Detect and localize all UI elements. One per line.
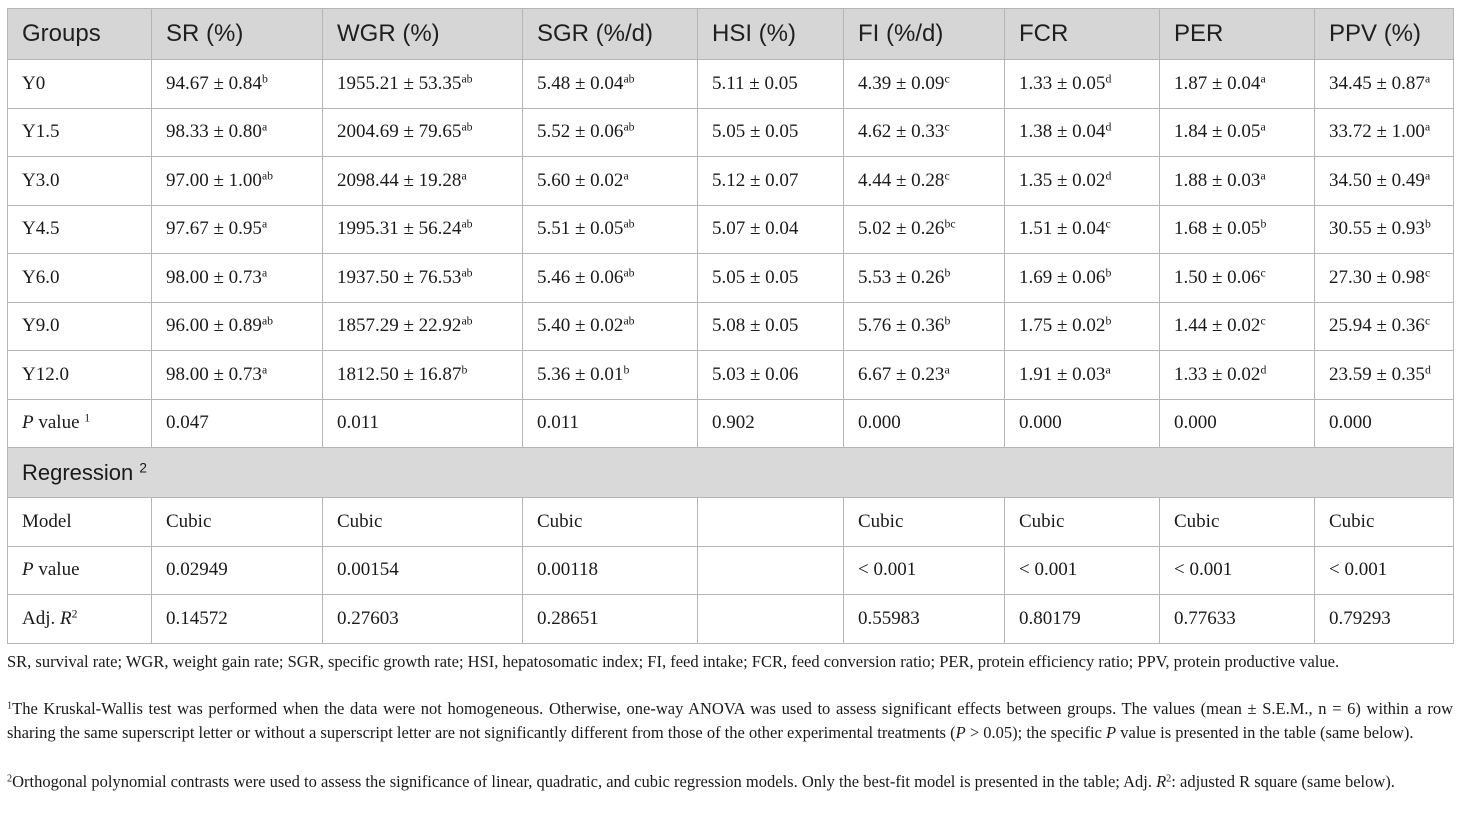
adj-r2-cell: 0.80179 <box>1005 595 1160 644</box>
significance-letter: a <box>1105 363 1111 377</box>
table-cell <box>323 302 523 351</box>
significance-letter: c <box>1105 217 1111 231</box>
model-row <box>8 498 1454 547</box>
table-cell <box>1160 60 1315 109</box>
table-cell <box>844 351 1005 400</box>
cell-value: 97.00 ± 1.00 <box>166 169 262 191</box>
header-groups: Groups <box>8 9 152 60</box>
cell-value: 1995.31 ± 56.24 <box>337 218 462 240</box>
p-value-label: P value $^1$ <box>8 399 152 448</box>
table-row <box>8 254 1454 303</box>
model-cell: Cubic <box>152 498 323 547</box>
cell-value: 5.36 ± 0.01 <box>537 363 624 385</box>
significance-letter: c <box>944 72 950 86</box>
adj-r2-row <box>8 595 1454 644</box>
table-cell <box>523 108 698 157</box>
regression-p-cell: 0.00118 <box>523 546 698 595</box>
table-cell <box>1315 108 1454 157</box>
table-cell <box>323 254 523 303</box>
group-label: Y12.0 <box>8 351 152 400</box>
p-value-cell: 0.000 <box>1315 399 1454 448</box>
table-cell <box>1005 60 1160 109</box>
significance-letter: c <box>944 169 950 183</box>
cell-value: 34.45 ± 0.87 <box>1329 72 1425 94</box>
cell-value: 1.35 ± 0.02 <box>1019 169 1106 191</box>
model-cell: Cubic <box>1315 498 1454 547</box>
table-row <box>8 108 1454 157</box>
p-value-cell: 0.902 <box>698 399 844 448</box>
significance-letter: b <box>1105 266 1112 280</box>
model-cell: Cubic <box>844 498 1005 547</box>
significance-letter: ab <box>623 314 635 328</box>
header-hsi: HSI (%) <box>698 9 844 60</box>
significance-letter: ab <box>623 217 635 231</box>
significance-letter: a <box>261 120 268 134</box>
significance-letter: d <box>1105 120 1112 134</box>
significance-letter: ab <box>461 72 473 86</box>
table-cell <box>1005 205 1160 254</box>
table-cell <box>1315 157 1454 206</box>
table-cell <box>1005 157 1160 206</box>
cell-value: 5.46 ± 0.06 <box>537 266 624 288</box>
significance-letter: a <box>623 169 629 183</box>
model-cell <box>698 498 844 547</box>
significance-letter: c <box>1424 266 1431 280</box>
group-label: Y4.5 <box>8 205 152 254</box>
table-cell <box>323 108 523 157</box>
cell-value: 1.33 ± 0.02 <box>1174 363 1261 385</box>
adj-r2-cell: 0.27603 <box>323 595 523 644</box>
significance-letter: ab <box>461 120 473 134</box>
table-cell <box>698 351 844 400</box>
regression-p-cell <box>698 546 844 595</box>
cell-value: 1955.21 ± 53.35 <box>337 72 462 94</box>
table-cell <box>698 60 844 109</box>
cell-value: 5.53 ± 0.26 <box>858 266 945 288</box>
cell-value: 5.76 ± 0.36 <box>858 315 945 337</box>
table-cell <box>523 302 698 351</box>
cell-value: 5.48 ± 0.04 <box>537 72 624 94</box>
cell-value: 5.05 ± 0.05 <box>712 266 799 288</box>
cell-value: 1.91 ± 0.03 <box>1019 363 1106 385</box>
cell-value: 1.84 ± 0.05 <box>1174 121 1261 143</box>
significance-letter: c <box>1260 314 1266 328</box>
p-value-row <box>8 399 1454 448</box>
adj-r2-cell: 0.14572 <box>152 595 323 644</box>
header-sr: SR (%) <box>152 9 323 60</box>
cell-value: 1.38 ± 0.04 <box>1019 121 1106 143</box>
regression-p-label: P value <box>8 546 152 595</box>
table-cell <box>1160 302 1315 351</box>
p-value-cell: 0.000 <box>1160 399 1315 448</box>
table-row <box>8 302 1454 351</box>
significance-letter: c <box>1424 314 1431 328</box>
cell-value: 1.44 ± 0.02 <box>1174 315 1261 337</box>
significance-letter: a <box>461 169 467 183</box>
table-cell <box>844 254 1005 303</box>
cell-value: 30.55 ± 0.93 <box>1329 218 1425 240</box>
cell-value: 5.60 ± 0.02 <box>537 169 624 191</box>
adj-r2-cell: 0.28651 <box>523 595 698 644</box>
significance-letter: a <box>1424 72 1431 86</box>
cell-value: 4.44 ± 0.28 <box>858 169 945 191</box>
adj-r2-cell: 0.79293 <box>1315 595 1454 644</box>
cell-value: 2004.69 ± 79.65 <box>337 121 462 143</box>
significance-letter: b <box>944 314 951 328</box>
group-label: Y0 <box>8 60 152 109</box>
cell-value: 5.03 ± 0.06 <box>712 363 799 385</box>
p-value-cell: 0.000 <box>844 399 1005 448</box>
significance-letter: b <box>1424 217 1431 231</box>
significance-letter: ab <box>623 120 635 134</box>
table-row <box>8 205 1454 254</box>
p-value-cell: 0.011 <box>523 399 698 448</box>
model-cell: Cubic <box>323 498 523 547</box>
cell-value: 5.12 ± 0.07 <box>712 169 799 191</box>
model-cell: Cubic <box>1005 498 1160 547</box>
significance-letter: a <box>261 266 268 280</box>
cell-value: 98.33 ± 0.80 <box>166 121 262 143</box>
cell-value: 5.52 ± 0.06 <box>537 121 624 143</box>
regression-p-cell: 0.02949 <box>152 546 323 595</box>
table-cell <box>523 157 698 206</box>
table-cell <box>1315 302 1454 351</box>
significance-letter: a <box>1424 120 1431 134</box>
model-label: Model <box>8 498 152 547</box>
significance-letter: b <box>1105 314 1112 328</box>
adj-r2-cell: 0.77633 <box>1160 595 1315 644</box>
table-row <box>8 157 1454 206</box>
significance-letter: a <box>261 363 268 377</box>
significance-letter: a <box>1424 169 1431 183</box>
significance-letter: ab <box>261 169 274 183</box>
significance-letter: ab <box>623 72 635 86</box>
table-cell <box>1315 205 1454 254</box>
header-ppv: PPV (%) <box>1315 9 1454 60</box>
table-row <box>8 60 1454 109</box>
regression-section-row <box>8 448 1454 498</box>
table-cell <box>1005 302 1160 351</box>
regression-p-cell: 0.00154 <box>323 546 523 595</box>
table-cell <box>1160 254 1315 303</box>
cell-value: 34.50 ± 0.49 <box>1329 169 1425 191</box>
significance-letter: a <box>1260 72 1266 86</box>
group-label: Y3.0 <box>8 157 152 206</box>
footnote-abbreviations: SR, survival rate; WGR, weight gain rate; SGR, specific growth rate; HSI, hepatosomatic index; FI, feed intake; FCR, feed conversion ratio; PER, protein efficiency ratio; PPV, protein productive value. <box>7 652 1340 671</box>
cell-value: 27.30 ± 0.98 <box>1329 266 1425 288</box>
significance-letter: b <box>944 266 951 280</box>
p-value-cell: 0.011 <box>323 399 523 448</box>
header-per: PER <box>1160 9 1315 60</box>
table-cell <box>1005 108 1160 157</box>
table-cell <box>523 205 698 254</box>
cell-value: 1.33 ± 0.05 <box>1019 72 1106 94</box>
table-cell <box>1160 157 1315 206</box>
cell-value: 5.08 ± 0.05 <box>712 315 799 337</box>
significance-letter: a <box>1260 120 1266 134</box>
model-cell: Cubic <box>523 498 698 547</box>
results-table-container <box>7 8 1453 644</box>
table-cell <box>323 351 523 400</box>
significance-letter: d <box>1424 363 1431 377</box>
group-rows <box>8 60 1454 400</box>
regression-p-cell: < 0.001 <box>1315 546 1454 595</box>
significance-letter: a <box>261 217 268 231</box>
group-label: Y6.0 <box>8 254 152 303</box>
growth-performance-table <box>7 8 1454 644</box>
cell-value: 1937.50 ± 76.53 <box>337 266 462 288</box>
significance-letter: ab <box>461 314 473 328</box>
cell-value: 2098.44 ± 19.28 <box>337 169 462 191</box>
regression-p-cell: < 0.001 <box>844 546 1005 595</box>
p-value-cell: 0.047 <box>152 399 323 448</box>
header-fcr: FCR <box>1005 9 1160 60</box>
footnote-2: $^2$Orthogonal polynomial contrasts were used to assess the significance of linear, quadratic, and cubic regression models. Only the best-fit model is presented in the table; Adj. $R^2$: adjusted R square (same below). <box>7 772 1395 791</box>
p-value-cell: 0.000 <box>1005 399 1160 448</box>
cell-value: 98.00 ± 0.73 <box>166 363 262 385</box>
significance-letter: b <box>461 363 468 377</box>
table-cell <box>152 351 323 400</box>
table-cell <box>1005 254 1160 303</box>
cell-value: 94.67 ± 0.84 <box>166 72 262 94</box>
table-cell <box>152 60 323 109</box>
table-header-row <box>8 9 1454 60</box>
cell-value: 1.87 ± 0.04 <box>1174 72 1261 94</box>
significance-letter: c <box>1260 266 1266 280</box>
significance-letter: ab <box>261 314 274 328</box>
table-cell <box>523 351 698 400</box>
cell-value: 1.50 ± 0.06 <box>1174 266 1261 288</box>
table-cell <box>152 205 323 254</box>
cell-value: 25.94 ± 0.36 <box>1329 315 1425 337</box>
table-cell <box>1005 351 1160 400</box>
cell-value: 96.00 ± 0.89 <box>166 315 262 337</box>
cell-value: 4.39 ± 0.09 <box>858 72 945 94</box>
table-cell <box>698 108 844 157</box>
significance-letter: a <box>944 363 950 377</box>
table-cell <box>1315 254 1454 303</box>
significance-letter: bc <box>944 217 956 231</box>
group-label: Y9.0 <box>8 302 152 351</box>
cell-value: 1.51 ± 0.04 <box>1019 218 1106 240</box>
significance-letter: b <box>623 363 630 377</box>
cell-value: 4.62 ± 0.33 <box>858 121 945 143</box>
table-cell <box>1160 351 1315 400</box>
footnote-1: $^1$The Kruskal-Wallis test was performed when the data were not homogeneous. Otherwise, one-way ANOVA was used to assess significant effects between groups. The values (mean ± S.E.M., n = 6) within a row sharing the same superscript letter or without a superscript letter are not significantly different from those of the other experimental treatments (P > 0.05); the specific P value is presented in the table (same below). <box>7 699 1453 742</box>
regression-section-heading: Regression $^2$ <box>8 448 1454 498</box>
significance-letter: a <box>1260 169 1266 183</box>
table-cell <box>844 157 1005 206</box>
table-cell <box>844 302 1005 351</box>
table-cell <box>1315 60 1454 109</box>
table-cell <box>323 60 523 109</box>
table-cell <box>152 302 323 351</box>
table-cell <box>323 205 523 254</box>
table-cell <box>152 108 323 157</box>
significance-letter: b <box>1260 217 1267 231</box>
cell-value: 23.59 ± 0.35 <box>1329 363 1425 385</box>
table-cell <box>1160 108 1315 157</box>
cell-value: 1.88 ± 0.03 <box>1174 169 1261 191</box>
cell-value: 1812.50 ± 16.87 <box>337 363 462 385</box>
adj-r2-label: Adj. $R^2$ <box>8 595 152 644</box>
table-cell <box>698 157 844 206</box>
cell-value: 5.02 ± 0.26 <box>858 218 945 240</box>
header-fi: FI (%/d) <box>844 9 1005 60</box>
table-cell <box>523 60 698 109</box>
significance-letter: ab <box>461 217 473 231</box>
regression-p-row <box>8 546 1454 595</box>
table-cell <box>152 254 323 303</box>
cell-value: 5.40 ± 0.02 <box>537 315 624 337</box>
significance-letter: d <box>1105 72 1112 86</box>
cell-value: 33.72 ± 1.00 <box>1329 121 1425 143</box>
adj-r2-cell: 0.55983 <box>844 595 1005 644</box>
table-row <box>8 351 1454 400</box>
cell-value: 1.69 ± 0.06 <box>1019 266 1106 288</box>
table-cell <box>844 205 1005 254</box>
significance-letter: ab <box>623 266 635 280</box>
adj-r2-cell <box>698 595 844 644</box>
significance-letter: c <box>944 120 950 134</box>
table-cell <box>844 108 1005 157</box>
cell-value: 6.67 ± 0.23 <box>858 363 945 385</box>
table-cell <box>523 254 698 303</box>
cell-value: 1857.29 ± 22.92 <box>337 315 462 337</box>
table-cell <box>1315 351 1454 400</box>
table-cell <box>698 302 844 351</box>
significance-letter: d <box>1260 363 1267 377</box>
table-cell <box>844 60 1005 109</box>
cell-value: 5.51 ± 0.05 <box>537 218 624 240</box>
table-cell <box>152 157 323 206</box>
significance-letter: d <box>1105 169 1112 183</box>
header-sgr: SGR (%/d) <box>523 9 698 60</box>
regression-p-cell: < 0.001 <box>1160 546 1315 595</box>
regression-p-cell: < 0.001 <box>1005 546 1160 595</box>
table-cell <box>1160 205 1315 254</box>
cell-value: 1.68 ± 0.05 <box>1174 218 1261 240</box>
significance-letter: ab <box>461 266 473 280</box>
header-wgr: WGR (%) <box>323 9 523 60</box>
table-cell <box>323 157 523 206</box>
cell-value: 98.00 ± 0.73 <box>166 266 262 288</box>
cell-value: 5.05 ± 0.05 <box>712 121 799 143</box>
cell-value: 97.67 ± 0.95 <box>166 218 262 240</box>
table-cell <box>698 205 844 254</box>
table-cell <box>698 254 844 303</box>
cell-value: 5.11 ± 0.05 <box>712 72 798 94</box>
cell-value: 1.75 ± 0.02 <box>1019 315 1106 337</box>
cell-value: 5.07 ± 0.04 <box>712 218 799 240</box>
significance-letter: b <box>261 72 268 86</box>
model-cell: Cubic <box>1160 498 1315 547</box>
group-label: Y1.5 <box>8 108 152 157</box>
